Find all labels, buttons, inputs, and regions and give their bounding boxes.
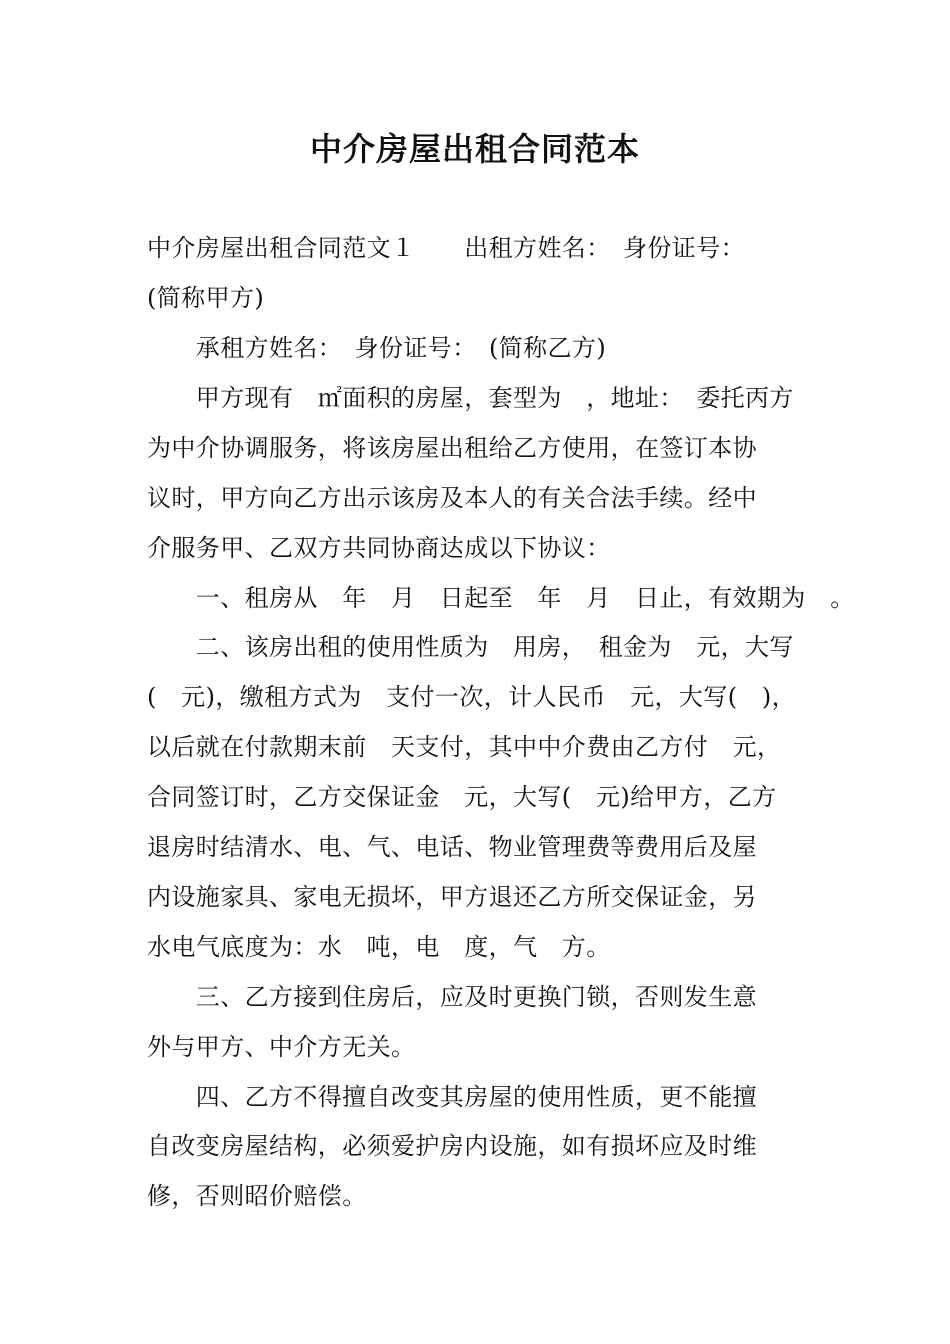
contract-line: 二、该房出租的使用性质为 用房， 租金为 元，大写 (147, 633, 794, 661)
contract-line: 为中介协调服务，将该房屋出租给乙方使用，在签订本协 (147, 434, 757, 462)
contract-line: 三、乙方接到住房后，应及时更换门锁，否则发生意 (147, 983, 757, 1011)
contract-line: 介服务甲、乙双方共同协商达成以下协议： (147, 534, 611, 562)
contract-line: 承租方姓名： 身份证号： (简称乙方) (147, 334, 607, 362)
contract-line: 中介房屋出租合同范文１ 出租方姓名： 身份证号： (147, 234, 745, 262)
contract-line: 退房时结清水、电、气、电话、物业管理费等费用后及屋 (147, 833, 757, 861)
contract-line: (简称甲方) (147, 284, 265, 312)
contract-line: 修，否则昭价赔偿。 (147, 1182, 367, 1210)
contract-line: 以后就在付款期末前 天支付，其中中介费由乙方付 元， (147, 733, 782, 761)
contract-line: 自改变房屋结构，必须爱护房内设施，如有损坏应及时维 (147, 1132, 757, 1160)
contract-line: 内设施家具、家电无损坏，甲方退还乙方所交保证金，另 (147, 883, 757, 911)
contract-line: 甲方现有 ㎡面积的房屋，套型为 ，地址： 委托丙方 (147, 384, 794, 412)
contract-line: 外与甲方、中介方无关。 (147, 1033, 416, 1061)
contract-line: 合同签订时，乙方交保证金 元，大写( 元)给甲方，乙方 (147, 783, 777, 811)
contract-line: 四、乙方不得擅自改变其房屋的使用性质，更不能擅 (147, 1083, 757, 1111)
contract-line: 一、租房从 年 月 日起至 年 月 日止，有效期为 。 (147, 584, 855, 612)
contract-line: ( 元)，缴租方式为 支付一次，计人民币 元，大写( )， (147, 683, 797, 711)
document-title: 中介房屋出租合同范本 (309, 130, 640, 168)
contract-line: 水电气底度为：水 吨，电 度，气 方。 (147, 933, 611, 961)
contract-line: 议时，甲方向乙方出示该房及本人的有关合法手续。经中 (147, 484, 757, 512)
